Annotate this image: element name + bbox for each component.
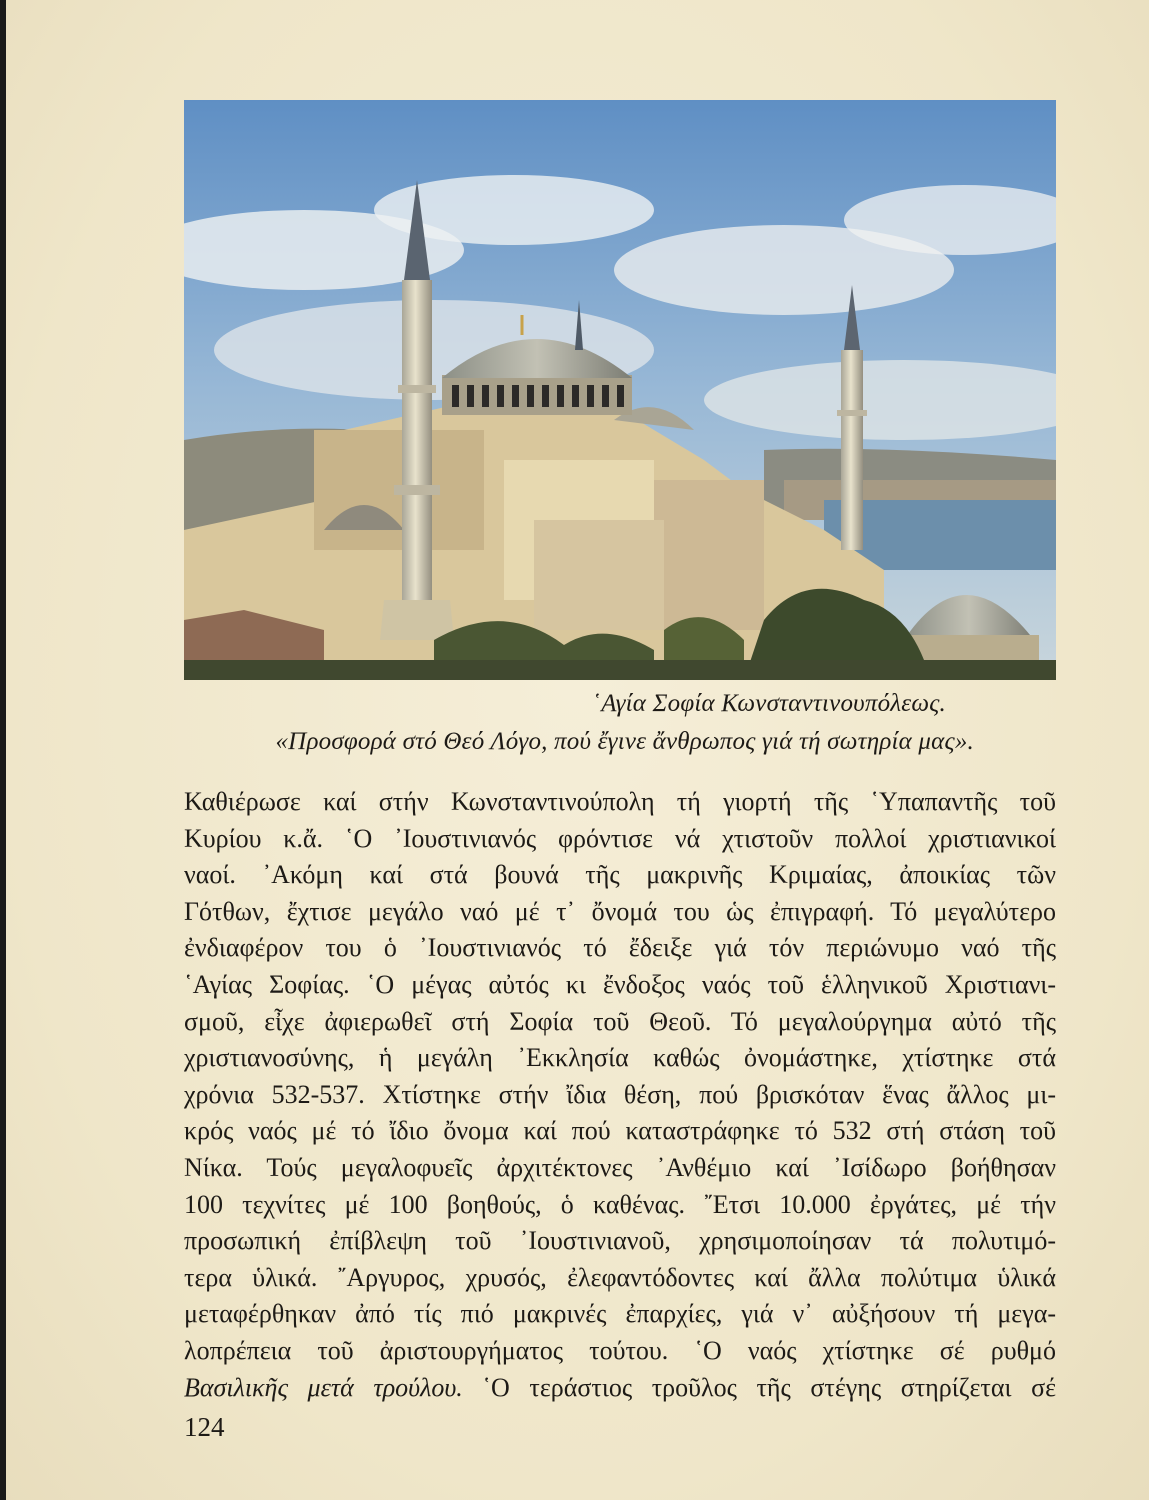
text-line: μεταφέρθηκαν ἀπό τίς πιό μακρινές ἐπαρχίες, γιά ν᾿ αὐξήσουν τή μεγα- (184, 1299, 1056, 1329)
text-line: λοπρέπεια τοῦ ἀριστουργήματος τούτου. ῾Ο ναός χτίστηκε σέ ρυθμό (184, 1335, 1056, 1365)
text-line: Νίκα. Τούς μεγαλοφυεῖς ἀρχιτέκτονες ᾿Ανθέμιο καί ᾿Ισίδωρο βοήθησαν (184, 1152, 1056, 1182)
text-line: σμοῦ, εἶχε ἀφιερωθεῖ στή Σοφία τοῦ Θεοῦ. Τό μεγαλούργημα αὐτό τῆς (184, 1006, 1056, 1036)
text-line: Γότθων, ἔχτισε μεγάλο ναό μέ τ᾿ ὄνομά του ὡς ἐπιγραφή. Τό μεγαλύτερο (184, 896, 1056, 926)
text-line: ἐνδιαφέρον του ὁ ᾿Ιουστινιανός τό ἔδειξε γιά τόν περιώνυμο ναό τῆς (184, 933, 1056, 963)
text-line: 100 τεχνίτες μέ 100 βοηθούς, ὁ καθένας. ῎Ετσι 10.000 ἐργάτες, μέ τήν (184, 1189, 1056, 1219)
text-line: ῾Αγίας Σοφίας. ῾Ο μέγας αὐτός κι ἔνδοξος ναός τοῦ ἑλληνικοῦ Χριστιανι- (184, 969, 1056, 999)
text-line: ναοί. ᾿Ακόμη καί στά βουνά τῆς μακρινῆς Κριμαίας, ἀποικίας τῶν (184, 860, 1056, 890)
hagia-sophia-photo (184, 100, 1056, 680)
text-line: Καθιέρωσε καί στήν Κωνσταντινούπολη τή γιορτή τῆς ῾Υπαπαντῆς τοῦ (184, 787, 1056, 816)
left-page-edge (0, 0, 6, 1500)
text-line: προσωπική ἐπίβλεψη τοῦ ᾿Ιουστινιανοῦ, χρησιμοποίησαν τά πολυτιμό- (184, 1226, 1056, 1256)
text-line: τερα ὑλικά. ῎Αργυρος, χρυσός, ἐλεφαντόδοντες καί ἄλλα πολύτιμα ὑλικά (184, 1262, 1056, 1292)
text-line-last (184, 1370, 1056, 1407)
photo-caption-quote: «Προσφορά στό Θεό Λόγο, πού ἔγινε ἄνθρωπος γιά τή σωτηρία μας». (275, 728, 974, 755)
italic-term: Βασιλικῆς μετά τρούλου. (184, 1372, 463, 1402)
text-line: Κυρίου κ.ἄ. ῾Ο ᾿Ιουστινιανός φρόντισε νά χτιστοῦν πολλοί χριστιανικοί (184, 823, 1056, 853)
text-line: χρόνια 532-537. Χτίστηκε στήν ἴδια θέση, πού βρισκόταν ἕνας ἄλλος μι- (184, 1079, 1056, 1109)
body-paragraph (184, 784, 1056, 1406)
photo-caption-title: ῾Αγία Σοφία Κωνσταντινουπόλεως. (592, 690, 946, 717)
text-line-rest: ῾Ο τεράστιος τροῦλος τῆς στέγης στηρίζεται σέ (462, 1372, 1057, 1402)
text-line: κρός ναός μέ τό ἴδιο ὄνομα καί πού καταστράφηκε τό 532 στή στάση τοῦ (184, 1116, 1056, 1146)
text-line: χριστιανοσύνης, ἡ μεγάλη ᾿Εκκλησία καθώς ὀνομάστηκε, χτίστηκε στά (184, 1043, 1056, 1073)
page-number: 124 (184, 1412, 225, 1442)
